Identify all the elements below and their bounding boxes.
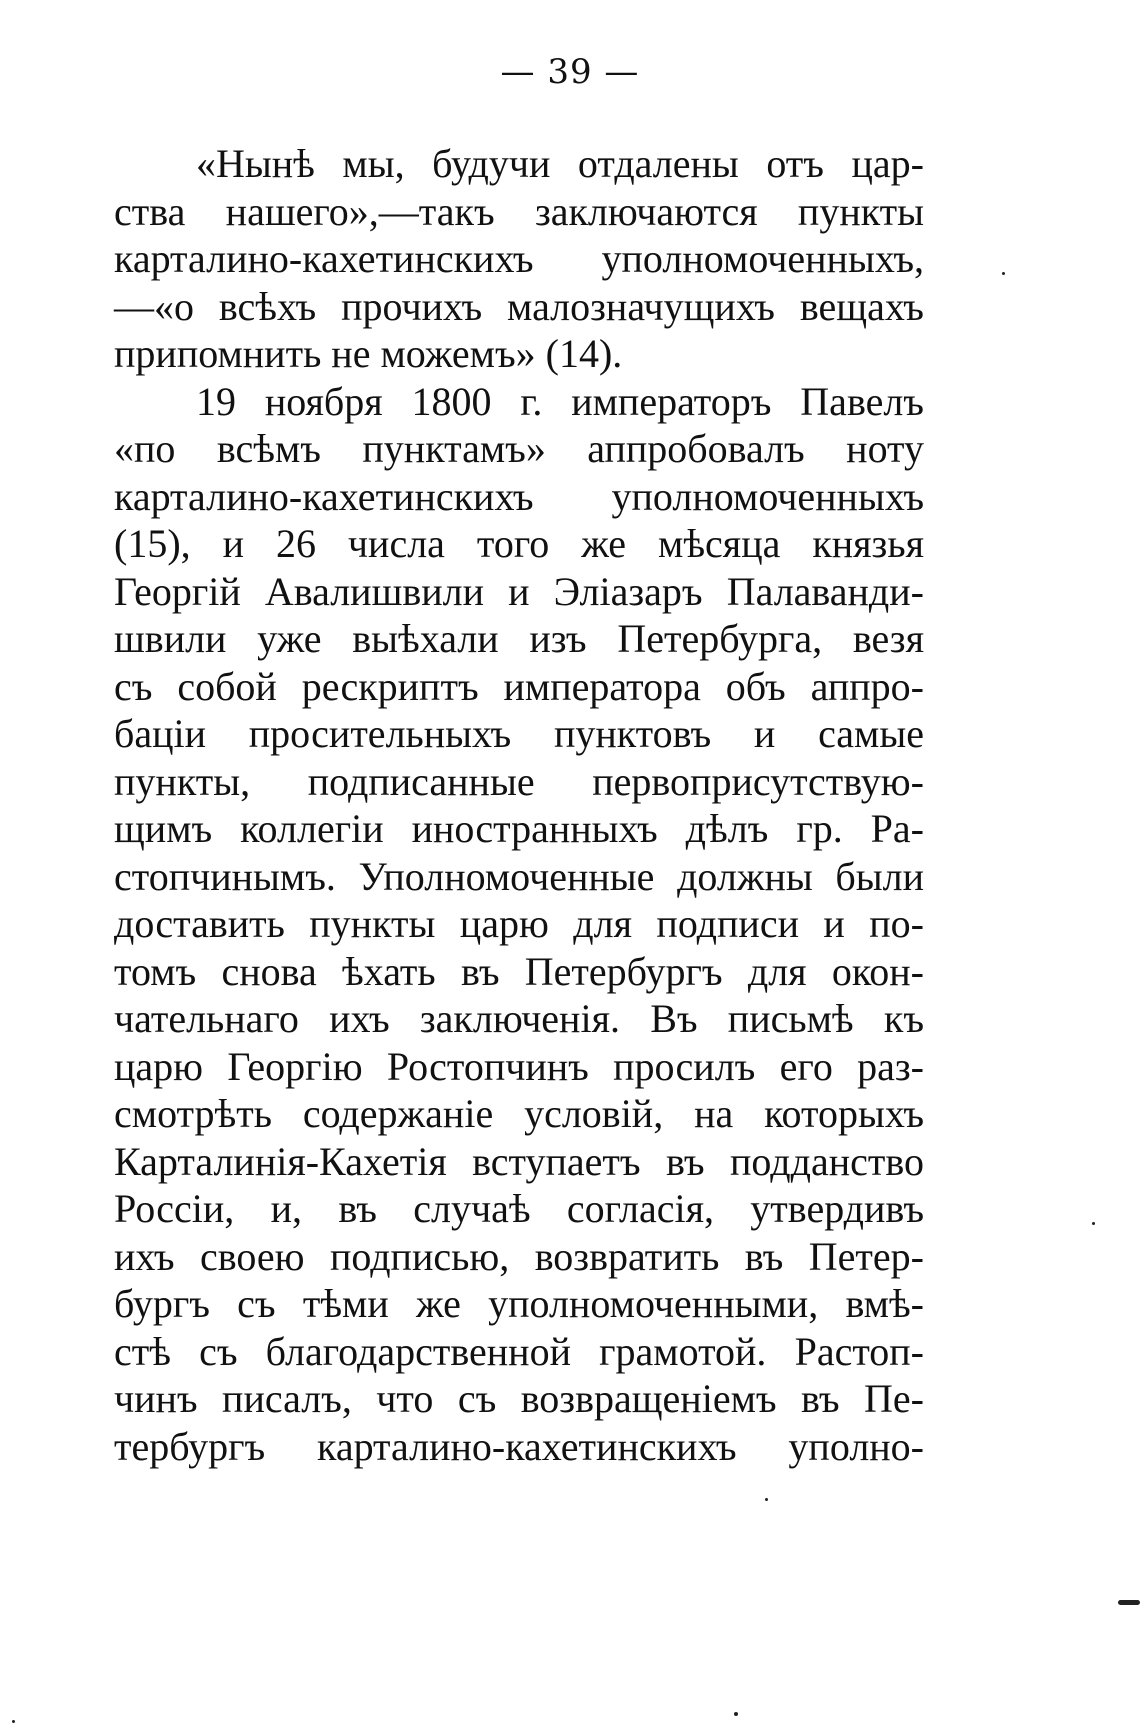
text-line: стопчинымъ. Уполномоченные должны были: [114, 853, 924, 899]
text-line: чинъ писалъ, что съ возвращенiемъ въ Пе-: [114, 1376, 924, 1421]
text-line: стѣ съ благодарственной грамотой. Растоп-: [114, 1328, 924, 1374]
scan-speck: [765, 1498, 768, 1501]
paragraph-2: [114, 378, 924, 1471]
text-line: Карталинiя-Кахетiя вступаетъ въ подданство: [114, 1138, 924, 1184]
text-line: съ собой рескриптъ императора объ аппро-: [114, 663, 924, 709]
text-line: томъ снова ѣхать въ Петербургъ для окон-: [114, 948, 924, 994]
text-line: карталино-кахетинскихъ уполномоченныхъ,: [114, 236, 924, 281]
text-line: Россiи, и, въ случаѣ согласiя, утвердивъ: [114, 1186, 924, 1231]
paragraph-1: [114, 140, 924, 378]
text-line: бургъ съ тѣми же уполномоченными, вмѣ-: [114, 1281, 924, 1326]
text-line: ства нашего»,—такъ заключаются пункты: [114, 188, 924, 234]
text-line: ихъ своею подписью, возвратить въ Петер-: [114, 1233, 924, 1279]
text-line: 19 ноября 1800 г. императоръ Павелъ: [196, 378, 924, 424]
text-line: щимъ коллегiи иностранныхъ дѣлъ гр. Ра-: [114, 806, 924, 851]
text-line: чательнаго ихъ заключенiя. Въ письмѣ къ: [114, 996, 924, 1041]
page-number: — 39 —: [500, 52, 640, 92]
text-line: (15), и 26 числа того же мѣсяца князья: [114, 521, 924, 566]
text-line: швили уже выѣхали изъ Петербурга, везя: [114, 616, 924, 661]
scan-speck: [12, 1720, 15, 1723]
text-line: припомнить не можемъ» (14).: [114, 331, 623, 376]
body-text: [114, 140, 924, 1470]
text-line: карталино-кахетинскихъ уполномоченныхъ: [114, 473, 924, 519]
text-line: «Нынѣ мы, будучи отдалены отъ цар-: [196, 141, 924, 186]
scan-mark: [1118, 1600, 1140, 1605]
text-line: «по всѣмъ пунктамъ» аппробовалъ ноту: [114, 426, 924, 471]
text-line: бацiи просительныхъ пунктовъ и самые: [114, 711, 924, 756]
text-line: —«о всѣхъ прочихъ малозначущихъ вещахъ: [114, 283, 924, 329]
text-line: пункты, подписанные первоприсутствую-: [114, 758, 924, 804]
scan-speck: [1092, 1222, 1095, 1225]
text-line: доставить пункты царю для подписи и по-: [114, 901, 924, 946]
text-line: Георгій Авалишвили и Элiазаръ Палаванди-: [114, 568, 924, 614]
text-line: смотрѣть содержанiе условiй, на которыхъ: [114, 1091, 924, 1136]
text-line: тербургъ карталино-кахетинскихъ уполно-: [114, 1423, 924, 1469]
scan-speck: [1002, 272, 1005, 275]
scan-speck: [734, 1712, 738, 1716]
text-line: царю Георгiю Ростопчинъ просилъ его раз-: [114, 1043, 924, 1089]
